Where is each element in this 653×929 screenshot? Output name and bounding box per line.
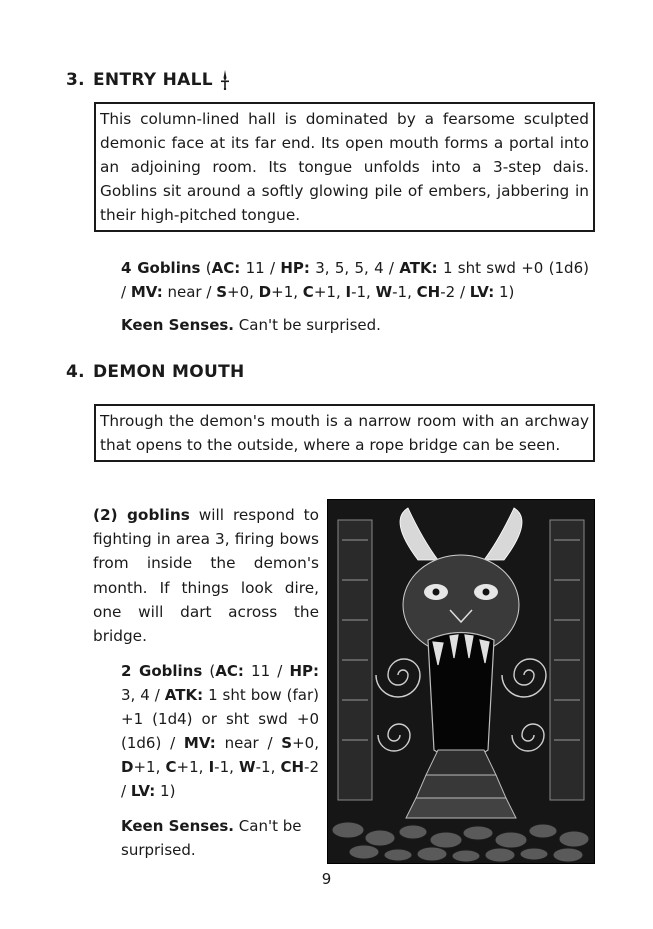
c-label: C (165, 758, 177, 776)
d-value: +1 (133, 758, 156, 776)
mv-value: near (224, 734, 259, 752)
ac-value: 11 (251, 662, 271, 680)
hp-label: HP: (289, 662, 320, 680)
w-value: -1 (255, 758, 271, 776)
ac-label: AC: (211, 259, 241, 277)
i-value: -1 (214, 758, 230, 776)
i-label: I (208, 758, 215, 776)
s-label: S (216, 283, 227, 301)
c-value: +1 (176, 758, 199, 776)
lv-value: 1 (499, 283, 509, 301)
d-label: D (258, 283, 272, 301)
w-value: -1 (392, 283, 408, 301)
monster-name: 2 Goblins (121, 662, 203, 680)
intro-bold: (2) goblins (93, 506, 190, 524)
section-title: DEMON MOUTH (93, 362, 245, 382)
ac-value: 11 (245, 259, 265, 277)
ch-label: CH (416, 283, 441, 301)
hp-label: HP: (280, 259, 310, 277)
ch-label: CH (280, 758, 305, 776)
read-aloud-box (94, 404, 595, 462)
c-value: +1 (313, 283, 336, 301)
trait (121, 814, 319, 862)
demon-face-art (328, 500, 594, 863)
d-label: D (121, 758, 134, 776)
read-aloud-box (94, 102, 595, 232)
trait-text: Can't be surprised. (238, 316, 381, 334)
i-label: I (345, 283, 352, 301)
w-label: W (239, 758, 256, 776)
ch-value: -2 (440, 283, 456, 301)
stat-block: 2 Goblins (AC: 11 / HP: 3, 4 / ATK: 1 sht bow (far) +1 (1d4) or sht swd +0 (1d6) / MV: near / S+0, D+1, C+1, I-1, W-1, CH-2 / LV: 1) (121, 662, 320, 800)
lv-label: LV: (130, 782, 156, 800)
atk-value: 1 sht bow (far) +1 (1d4) or sht swd +0 (1d6) (121, 686, 319, 752)
section-3-heading (66, 70, 230, 90)
page-number: 9 (321, 870, 332, 888)
section-title: ENTRY HALL (93, 70, 213, 90)
s-value: +0 (227, 283, 250, 301)
ac-label: AC: (215, 662, 244, 680)
trait-name: Keen Senses. (121, 316, 234, 334)
trait (121, 313, 381, 337)
intro-paragraph (93, 503, 319, 648)
stat-block: 4 Goblins (AC: 11 / HP: 3, 5, 5, 4 / ATK: 1 sht swd +0 (1d6) / MV: near / S+0, D+1, C+1, I-1, W-1, CH-2 / LV: 1) (121, 259, 589, 301)
trait-text: Can't be surprised. (121, 817, 302, 859)
read-aloud-text: Through the demon's mouth is a narrow room with an archway that opens to the outside, where a rope bridge can be seen. (100, 412, 589, 454)
atk-value: 1 sht swd +0 (1d6) (442, 259, 589, 277)
hp-value: 3, 4 (121, 686, 150, 704)
section-number: 4. (66, 362, 85, 382)
atk-label: ATK: (164, 686, 204, 704)
section-number: 3. (66, 70, 85, 90)
i-value: -1 (351, 283, 367, 301)
lv-label: LV: (469, 283, 495, 301)
intro-text: will respond to fighting in area 3, firing bows from inside the demon's month. If things look dire, one will dart across the bridge. (93, 506, 320, 646)
s-value: +0 (292, 734, 315, 752)
ch-value: -2 (304, 758, 320, 776)
lv-value: 1 (160, 782, 170, 800)
demon-face-illustration (327, 499, 595, 864)
d-value: +1 (271, 283, 294, 301)
dagger-icon (220, 70, 230, 90)
hp-value: 3, 5, 5, 4 (315, 259, 384, 277)
atk-label: ATK: (399, 259, 438, 277)
mv-label: MV: (130, 283, 163, 301)
w-label: W (375, 283, 393, 301)
c-label: C (302, 283, 314, 301)
trait-name: Keen Senses. (121, 817, 234, 835)
section-4-heading (66, 362, 245, 382)
mv-label: MV: (183, 734, 216, 752)
monster-name: 4 Goblins (121, 259, 201, 277)
read-aloud-text: This column-lined hall is dominated by a fearsome sculpted demonic face at its far end. Its open mouth forms a portal into an adjoining room. Its tongue unfolds into a 3-step dais. Goblins sit around a softly glowing pile of embers, jabbering in their high-pitched tongue. (100, 110, 589, 224)
s-label: S (281, 734, 293, 752)
mv-value: near (167, 283, 202, 301)
